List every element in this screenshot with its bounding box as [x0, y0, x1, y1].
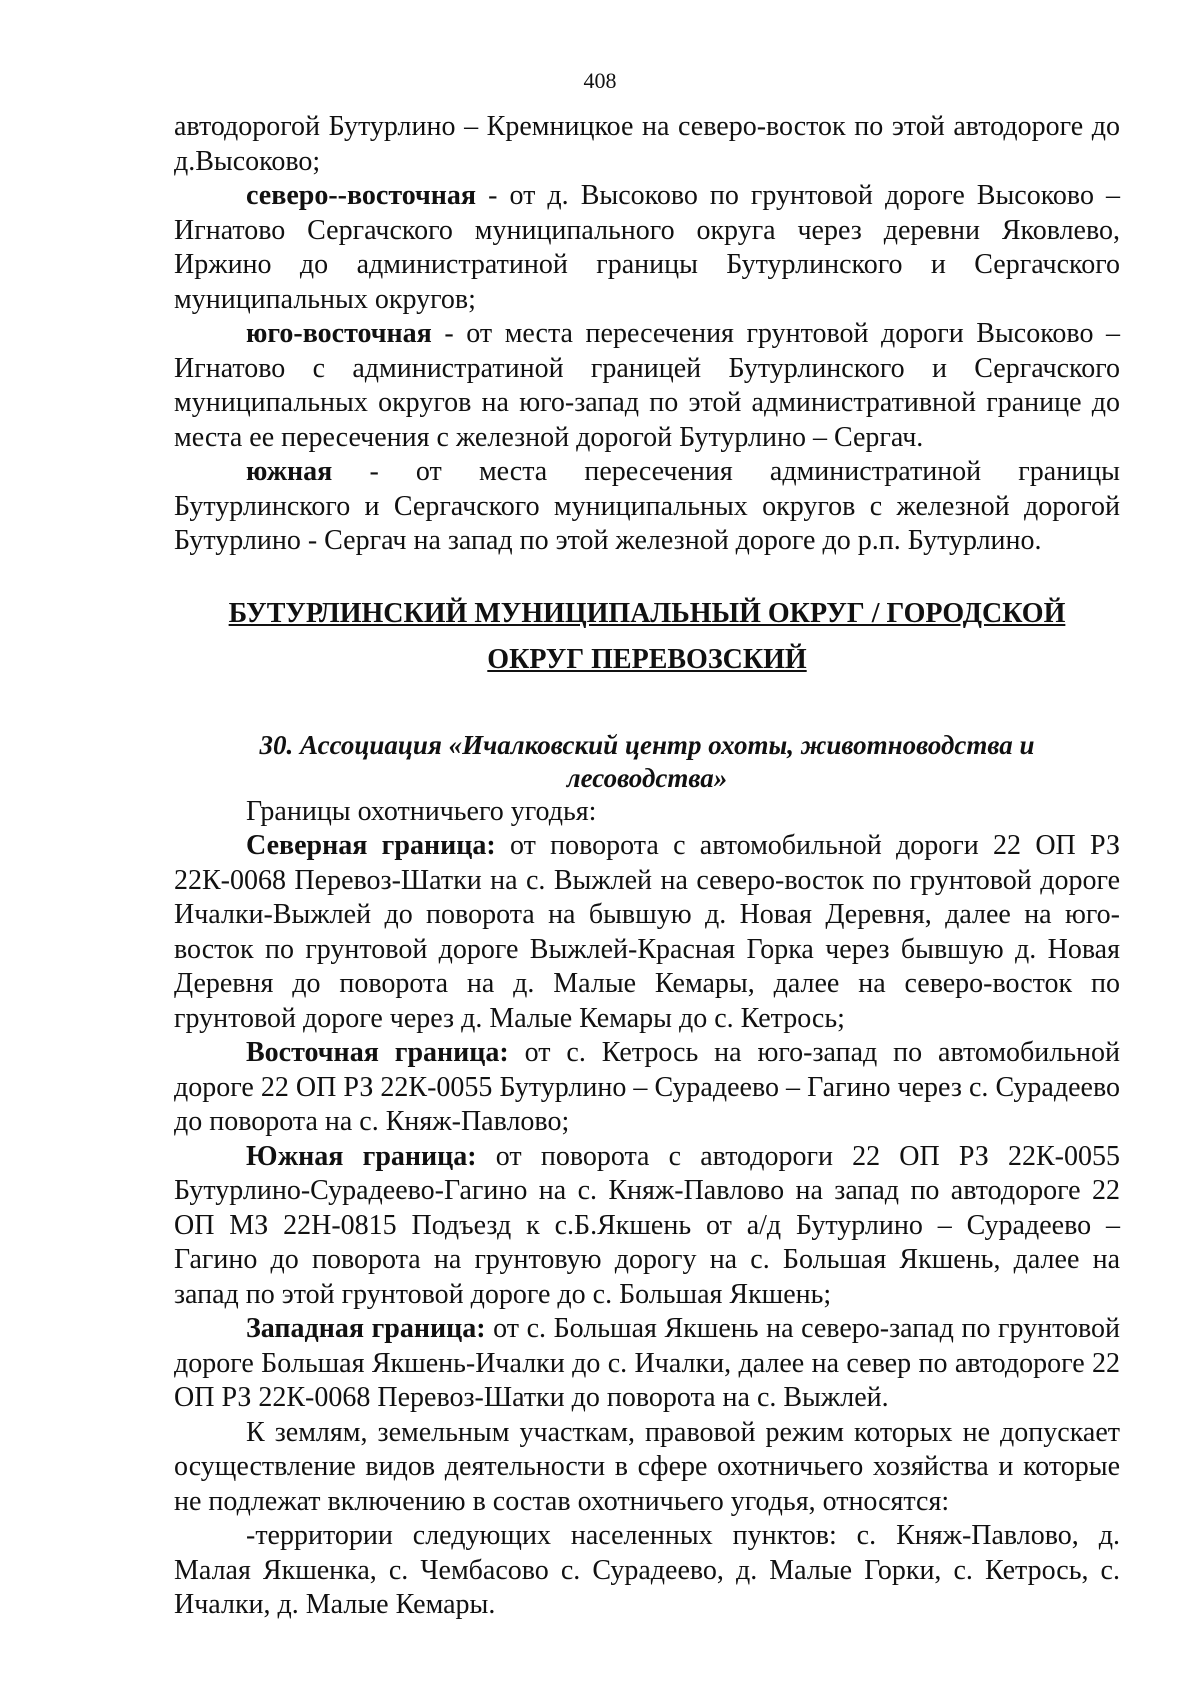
- continuation-paragraph: автодорогой Бутурлино – Кремницкое на северо-восток по этой автодороге до д.Высоково;: [174, 111, 1120, 177]
- section-title-line1: БУТУРЛИНСКИЙ МУНИЦИПАЛЬНЫЙ ОКРУГ / ГОРОДСКОЙ: [228, 597, 1066, 629]
- page-number: 408: [583, 68, 617, 93]
- document-body: [174, 110, 1120, 1623]
- border-label: Восточная граница:: [246, 1037, 509, 1068]
- border-text: от поворота с автомобильной дороги 22 ОП РЗ 22К-0068 Перевоз-Шатки на с. Выжлей на северо-восток по грунтовой дороге Ичалки-Выжлей до поворота на бывшую д. Новая Деревня, далее на юго-восток по грунтовой дороге Выжлей-Красная Горка через бывшую д. Новая Деревня до поворота на д. Малые Кемары, далее на северо-восток по грунтовой дороге через д. Малые Кемары до с. Кетрось;: [174, 830, 1120, 1034]
- border-text: от с. Кетрось на юго-запад по автомобильной дороге 22 ОП РЗ 22К-0055 Бутурлино – Сурадеево – Гагино через с. Сурадеево до поворота на с. Княж-Павлово;: [174, 1037, 1120, 1137]
- section-title-line2: ОКРУГ ПЕРЕВОЗСКИЙ: [487, 643, 807, 675]
- association-title: 30. Ассоциация «Ичалковский центр охоты, животноводства и лесоводства»: [259, 729, 1035, 793]
- border-paragraph-west: [174, 1312, 1120, 1416]
- exclusions-item: -территории следующих населенных пунктов: с. Княж-Павлово, д. Малая Якшенка, с. Чембасово с. Сурадеево, д. Малые Горки, с. Кетрось, с. Ичалки, д. Малые Кемары.: [174, 1520, 1120, 1620]
- border-paragraph-east: [174, 1036, 1120, 1140]
- border-text: от с. Большая Якшень на северо-запад по грунтовой дороге Большая Якшень-Ичалки до с. Ичалки, далее на север по автодороге 22 ОП РЗ 22К-0068 Перевоз-Шатки до поворота на с. Выжлей.: [174, 1313, 1120, 1413]
- border-text: - от д. Высоково по грунтовой дороге Высоково – Игнатово Сергачского муниципального округа через деревни Яковлево, Иржино до администратиной границы Бутурлинского и Сергачского муниципальных округов;: [174, 180, 1120, 315]
- border-paragraph-south-2: [174, 1140, 1120, 1313]
- border-text: от поворота с автодороги 22 ОП РЗ 22К-0055 Бутурлино-Сурадеево-Гагино на с. Княж-Павлово на запад по автодороге 22 ОП МЗ 22Н-0815 Подъезд к с.Б.Якшень от а/д Бутурлино – Сурадеево – Гагино до поворота на грунтовую дорогу на с. Большая Якшень, далее на запад по этой грунтовой дороге до с. Большая Якшень;: [174, 1140, 1121, 1310]
- border-label: южная: [246, 456, 333, 487]
- border-text: - от места пересечения грунтовой дороги Высоково – Игнатово с администратиной границей Бутурлинского и Сергачского муниципальных округов на юго-запад по этой административной границе до места ее пересечения с железной дорогой Бутурлино – Сергач.: [174, 318, 1120, 453]
- border-paragraph-southeast: [174, 317, 1120, 455]
- border-text: - от места пересечения администратиной границы Бутурлинского и Сергачского муниципальных округов с железной дорогой Бутурлино - Сергач на запад по этой железной дороге до р.п. Бутурлино.: [174, 456, 1120, 556]
- exclusions-intro: К землям, земельным участкам, правовой режим которых не допускает осуществление видов деятельности в сфере охотничьего хозяйства и которые не подлежат включению в состав охотничьего угодья, относятся:: [174, 1416, 1120, 1517]
- borders-intro: Границы охотничьего угодья:: [246, 795, 597, 827]
- border-paragraph-northeast: [174, 179, 1120, 317]
- border-label: северо--восточная: [246, 180, 477, 211]
- border-label: Южная граница:: [246, 1140, 477, 1172]
- border-label: Северная граница:: [246, 830, 496, 861]
- border-paragraph-south: [174, 455, 1120, 559]
- border-label: Западная граница:: [246, 1313, 486, 1344]
- border-label: юго-восточная: [246, 318, 432, 349]
- border-paragraph-north: [174, 829, 1120, 1036]
